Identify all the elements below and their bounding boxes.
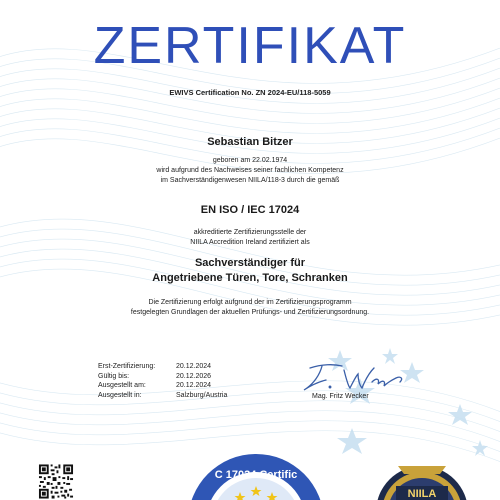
certification-basis-paragraph [0, 298, 500, 318]
date-label: Erst-Zertifizierung: [98, 363, 156, 370]
certificate-title: ZERTIFIKAT [93, 17, 407, 75]
iso-17024-seal [186, 452, 326, 500]
standard-heading: EN ISO / IEC 17024 [200, 204, 300, 216]
seal-right-text: NIILA [407, 488, 437, 500]
qr-code [38, 463, 74, 500]
date-label: Gültig bis: [98, 372, 130, 380]
paragraph-line: akkreditierte Zertifizierungsstelle der [193, 229, 307, 236]
date-value: Salzburg/Austria [176, 391, 228, 399]
date-row [98, 362, 227, 372]
paragraph-line: NIILA Accredition Ireland zertifiziert als [190, 239, 310, 246]
paragraph-line: geboren am 22.02.1974 [212, 157, 288, 164]
date-row [98, 381, 227, 391]
holder-name: Sebastian Bitzer [207, 136, 293, 148]
qualification-line: Angetriebene Türen, Tore, Schranken [152, 272, 348, 284]
date-value: 20.12.2024 [176, 363, 212, 370]
date-value: 20.12.2024 [176, 382, 212, 390]
qualification-heading [0, 256, 500, 286]
date-row [98, 372, 227, 382]
accreditation-paragraph [0, 228, 500, 248]
qualification-line: Sachverständiger für [194, 257, 306, 269]
seal-left-text: C 17024 Certific [214, 469, 298, 481]
date-label: Ausgestellt in: [98, 391, 142, 399]
paragraph-line: wird aufgrund des Nachweises seiner fachlichen Kompetenz [156, 167, 344, 174]
certification-number: EWIVS Certification No. ZN 2024-EU/118-5059 [169, 88, 331, 97]
date-label: Ausgestellt am: [98, 382, 146, 390]
date-value: 20.12.2026 [176, 372, 212, 380]
niila-seal [374, 452, 470, 500]
date-row [98, 391, 227, 401]
signer-name: Mag. Fritz Wecker [312, 393, 369, 400]
birth-and-competence-paragraph [0, 156, 500, 186]
dates-table [98, 362, 227, 400]
paragraph-line: festgelegten Grundlagen der aktuellen Prüfungs- und Zertifizierungsordnung. [130, 309, 370, 316]
paragraph-line: im Sachverständigenwesen NIILA/118-3 durch die gemäß [160, 177, 340, 184]
paragraph-line: Die Zertifizierung erfolgt aufgrund der im Zertifizierungsprogramm [148, 299, 352, 306]
handwritten-signature [300, 360, 410, 396]
